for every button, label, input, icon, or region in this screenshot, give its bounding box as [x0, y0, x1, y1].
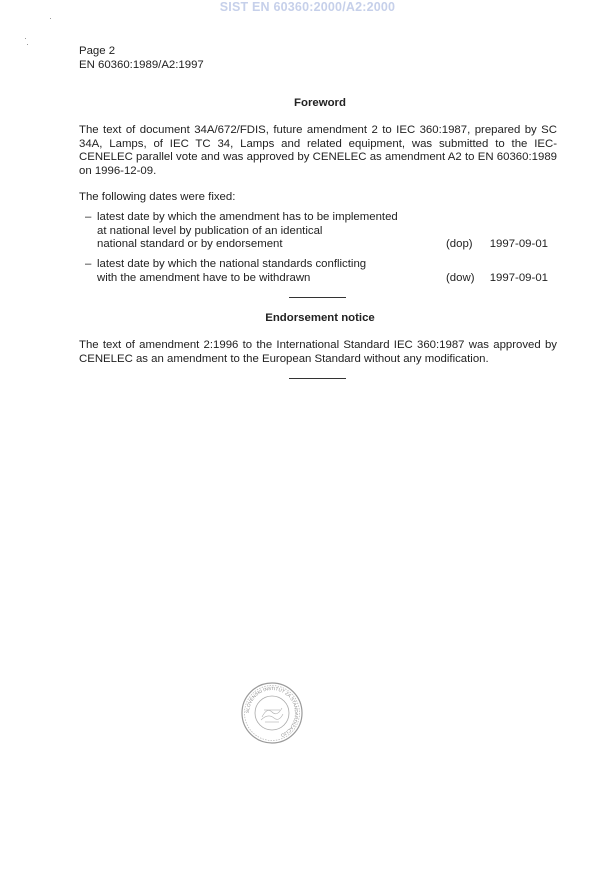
section-divider [289, 378, 346, 379]
date-abbreviation: (dop) [446, 238, 473, 250]
watermark-text: SIST EN 60360:2000/A2:2000 [219, 0, 396, 14]
endorsement-heading: Endorsement notice [265, 312, 375, 324]
date-value: 1997-09-01 [489, 238, 548, 250]
scan-speck [27, 44, 28, 45]
seal-center-emblem [261, 708, 283, 722]
seal-text: SLOVENSKI INSTITUT ZA STANDARDIZACIJO [244, 685, 300, 738]
endorsement-paragraph: The text of amendment 2:1996 to the International Standard IEC 360:1987 was approved by CENELEC as an amendment to the European Standard without any modification. [79, 339, 557, 365]
date-description-line: latest date by which the amendment has to be implemented [97, 211, 398, 223]
date-description-line: latest date by which the national standards conflicting [97, 258, 367, 270]
page-number: Page 2 [79, 45, 116, 57]
list-dash: – [85, 258, 92, 270]
date-row-dop [85, 211, 548, 253]
date-value: 1997-09-01 [489, 272, 548, 284]
foreword-paragraph: The text of document 34A/672/FDIS, future amendment 2 to IEC 360:1987, prepared by SC 34A, Lamps, of IEC TC 34, Lamps and related equipment, was submitted to the IEC-CENELEC parallel vote and was approved by CENELEC as amendment A2 to EN 60360:1989 on 1996-12-09. [79, 124, 557, 177]
standard-reference: EN 60360:1989/A2:1997 [79, 59, 204, 71]
date-description-line: at national level by publication of an identical [97, 224, 323, 237]
date-row-dow [85, 258, 548, 286]
scan-speck [25, 38, 26, 39]
seal-outer-ring [242, 683, 302, 743]
list-dash: – [85, 211, 92, 223]
section-divider [289, 297, 346, 298]
seal-dotted-ring [245, 686, 300, 741]
date-description [97, 258, 427, 285]
date-description-line: with the amendment have to be withdrawn [97, 271, 311, 284]
date-description-line: national standard or by endorsement [97, 238, 283, 251]
dates-intro: The following dates were fixed: [79, 191, 236, 203]
institute-seal-stamp [240, 682, 304, 744]
date-description [97, 211, 427, 252]
date-abbreviation: (dow) [446, 272, 475, 284]
seal-inner-ring [255, 696, 289, 730]
page-header [79, 44, 204, 72]
scan-speck [50, 18, 51, 19]
foreword-heading: Foreword [294, 97, 346, 109]
